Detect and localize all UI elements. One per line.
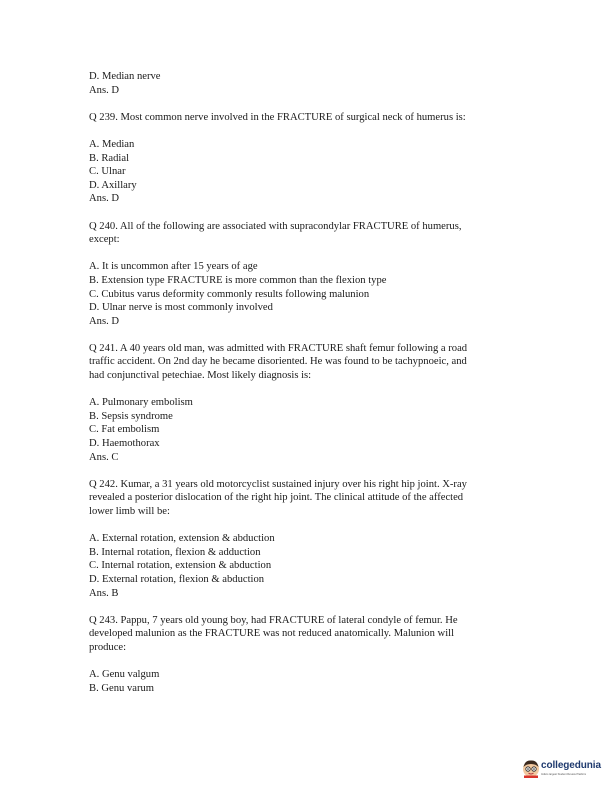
question-text: Q 240. All of the following are associated with supracondylar FRACTURE of humerus, <box>89 220 462 232</box>
logo-wordmark: collegedunia <box>541 760 601 771</box>
question-242 <box>89 478 529 600</box>
question-text: had conjunctival petechiae. Most likely diagnosis is: <box>89 370 312 382</box>
collegedunia-logo <box>521 757 601 785</box>
question-text: Q 242. Kumar, a 31 years old motorcyclist sustained injury over his right hip joint. X-ray <box>89 478 467 490</box>
question-text: developed malunion as the FRACTURE was not reduced anatomically. Malunion will <box>89 628 455 640</box>
option: C. Fat embolism <box>89 424 160 436</box>
answer: Ans. B <box>89 587 119 599</box>
question-241 <box>89 342 529 464</box>
option: C. Ulnar <box>89 166 126 178</box>
option: D. Haemothorax <box>89 438 160 450</box>
option: D. Ulnar nerve is most commonly involved <box>89 302 273 314</box>
option: B. Extension type FRACTURE is more common than the flexion type <box>89 274 387 286</box>
prev-option-d: D. Median nerve <box>89 71 161 82</box>
question-text: Q 239. Most common nerve involved in the FRACTURE of surgical neck of humerus is: <box>89 111 466 123</box>
prev-answer: Ans. D <box>89 84 120 96</box>
question-text: traffic accident. On 2nd day he became disoriented. He was found to be tachypnoeic, and <box>89 356 467 368</box>
option: C. Internal rotation, extension & abduction <box>89 560 272 572</box>
document-body <box>89 70 529 695</box>
option: B. Sepsis syndrome <box>89 410 173 422</box>
question-text: Q 243. Pappu, 7 years old young boy, had FRACTURE of lateral condyle of femur. He <box>89 614 458 626</box>
question-text: except: <box>89 234 120 246</box>
option: B. Internal rotation, flexion & adduction <box>89 546 261 558</box>
question-text: Q 241. A 40 years old man, was admitted with FRACTURE shaft femur following a road <box>89 342 468 354</box>
option: A. Genu valgum <box>89 669 160 681</box>
option: C. Cubitus varus deformity commonly results following malunion <box>89 288 370 300</box>
logo-tagline: India's largest Student Review Platform <box>541 773 587 776</box>
question-text: lower limb will be: <box>89 506 170 517</box>
option: A. Median <box>89 138 135 150</box>
question-240 <box>89 220 529 329</box>
question-239 <box>89 111 529 206</box>
option: D. Axillary <box>89 179 137 191</box>
mascot-face-icon <box>521 758 541 778</box>
option: A. It is uncommon after 15 years of age <box>89 261 258 273</box>
option: A. Pulmonary embolism <box>89 397 193 409</box>
option: D. External rotation, flexion & abduction <box>89 573 265 585</box>
answer: Ans. C <box>89 451 119 463</box>
question-text: revealed a posterior dislocation of the right hip joint. The clinical attitude of the affected <box>89 492 464 504</box>
answer: Ans. D <box>89 315 120 327</box>
option: A. External rotation, extension & abduction <box>89 533 275 545</box>
question-243 <box>89 614 529 696</box>
option: B. Radial <box>89 152 130 164</box>
answer: Ans. D <box>89 193 120 205</box>
question-text: produce: <box>89 641 127 653</box>
option: B. Genu varum <box>89 682 155 694</box>
